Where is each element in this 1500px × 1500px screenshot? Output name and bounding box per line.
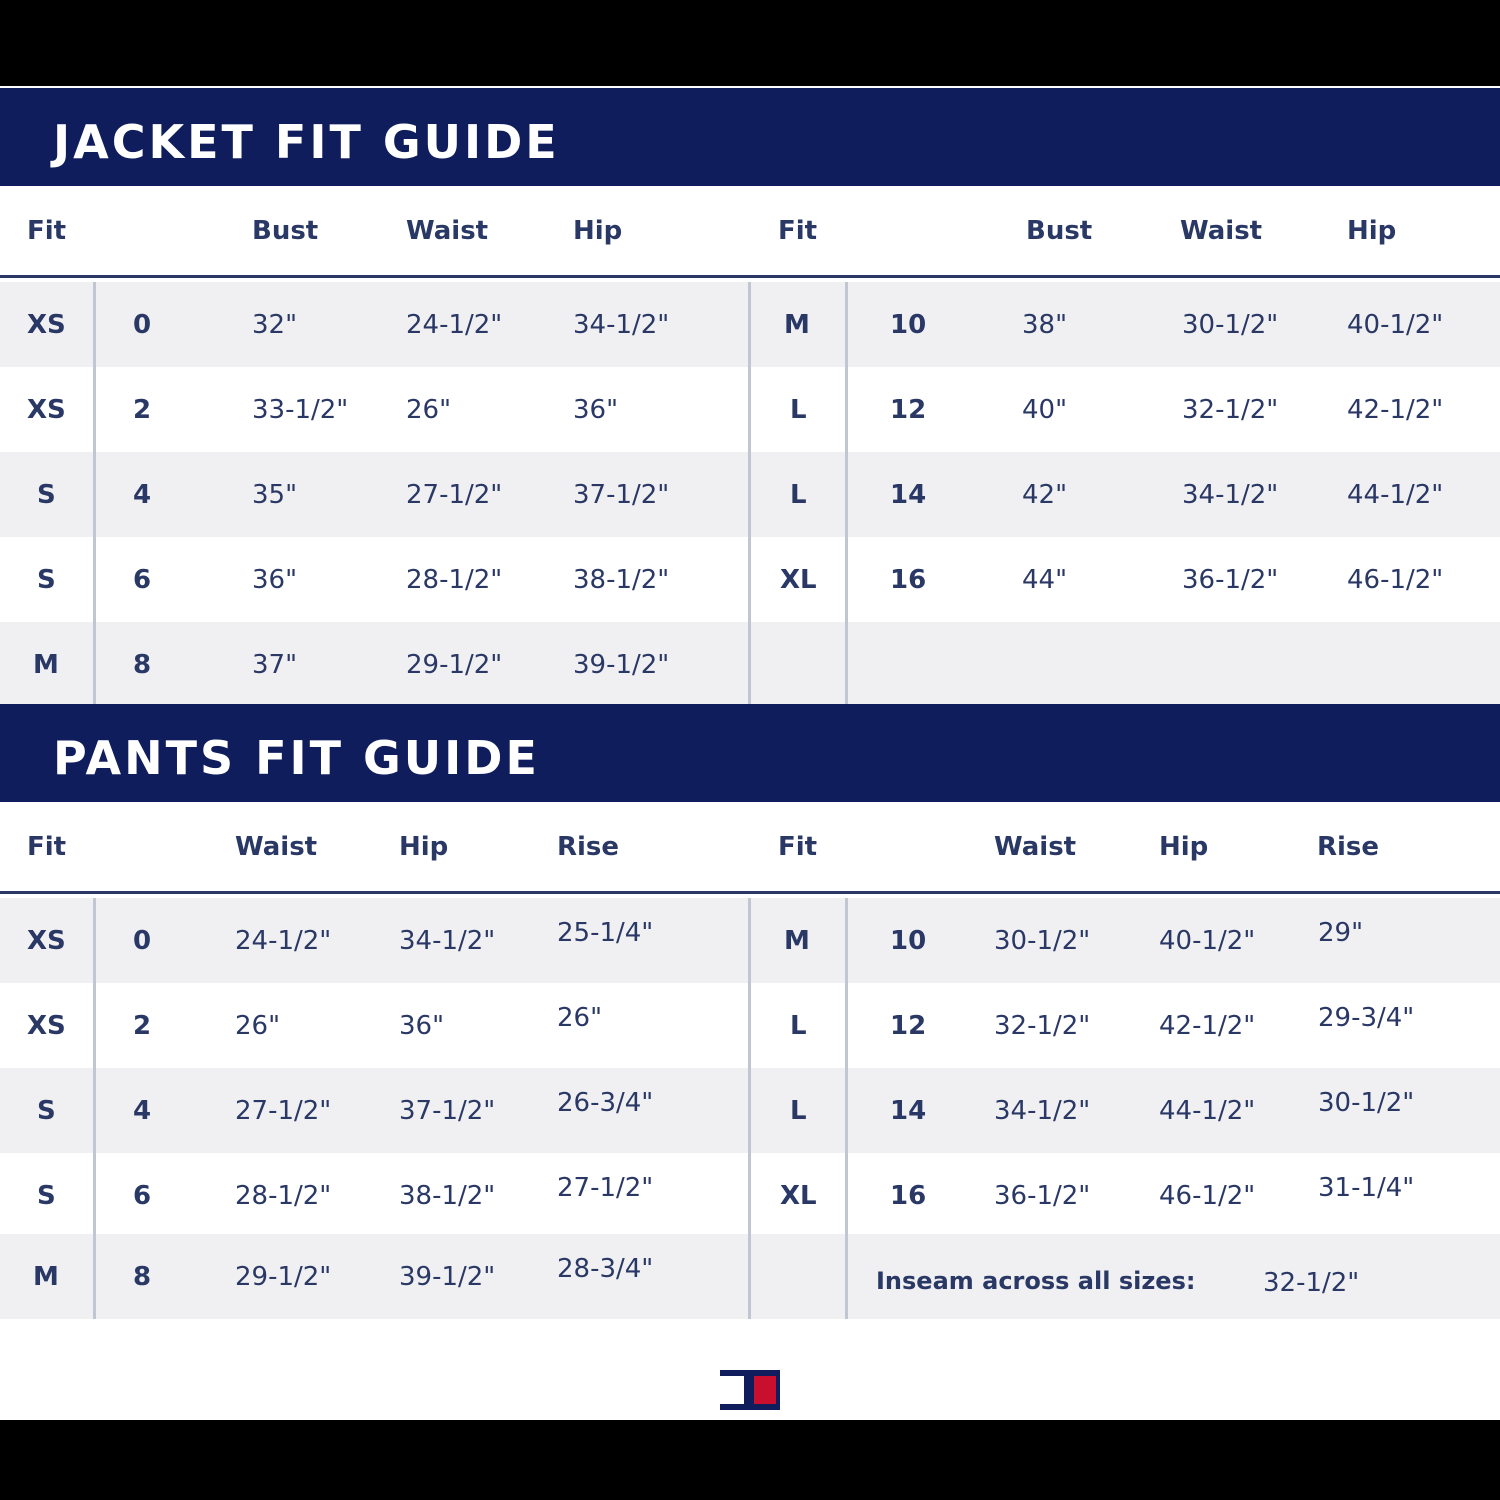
bust-cell: 44"	[1022, 565, 1068, 595]
waist-cell: 30-1/2"	[1182, 310, 1279, 340]
waist-cell: 36-1/2"	[994, 1181, 1091, 1211]
waist-cell: 34-1/2"	[994, 1096, 1091, 1126]
size-cell: 4	[133, 1096, 152, 1126]
bust-cell: 36"	[252, 565, 298, 595]
waist-cell: 27-1/2"	[235, 1096, 332, 1126]
jacket-header-row	[0, 186, 1500, 278]
hip-cell: 34-1/2"	[573, 310, 670, 340]
inseam-label: Inseam across all sizes:	[876, 1267, 1196, 1295]
jacket-header-hip-right: Hip	[1347, 216, 1397, 246]
size-cell: 0	[133, 926, 152, 956]
rise-cell: 29"	[1318, 918, 1364, 948]
waist-cell: 29-1/2"	[406, 650, 503, 680]
fit-cell: XS	[27, 310, 66, 340]
hip-cell: 39-1/2"	[399, 1262, 496, 1292]
hip-cell: 34-1/2"	[399, 926, 496, 956]
hip-cell: 40-1/2"	[1347, 310, 1444, 340]
column-divider	[748, 898, 751, 1319]
pants-header-fit-right: Fit	[778, 832, 818, 862]
column-divider	[845, 898, 848, 1319]
rise-cell: 31-1/4"	[1318, 1173, 1415, 1203]
rise-cell: 28-3/4"	[557, 1254, 654, 1284]
jacket-header-waist-left: Waist	[406, 216, 489, 246]
bust-cell: 33-1/2"	[252, 395, 349, 425]
pants-fit-guide-title: PANTS FIT GUIDE	[0, 704, 1500, 802]
hip-cell: 38-1/2"	[573, 565, 670, 595]
fit-cell: M	[33, 650, 59, 680]
hip-cell: 39-1/2"	[573, 650, 670, 680]
pants-header-hip-right: Hip	[1159, 832, 1209, 862]
size-cell: 6	[133, 1181, 152, 1211]
fit-cell: S	[37, 565, 56, 595]
fit-cell: XS	[27, 395, 66, 425]
jacket-header-bust-right: Bust	[1026, 216, 1093, 246]
pants-header-waist-left: Waist	[235, 832, 318, 862]
waist-cell: 27-1/2"	[406, 480, 503, 510]
bust-cell: 42"	[1022, 480, 1068, 510]
fit-guide-sheet	[0, 86, 1500, 1420]
column-divider	[93, 282, 96, 704]
jacket-header-fit-left: Fit	[27, 216, 67, 246]
fit-cell: M	[784, 926, 810, 956]
waist-cell: 24-1/2"	[235, 926, 332, 956]
size-cell: 8	[133, 650, 152, 680]
size-cell: 14	[890, 1096, 927, 1126]
rise-cell: 26"	[557, 1003, 603, 1033]
hip-cell: 42-1/2"	[1347, 395, 1444, 425]
rise-cell: 29-3/4"	[1318, 1003, 1415, 1033]
bust-cell: 40"	[1022, 395, 1068, 425]
size-cell: 0	[133, 310, 152, 340]
inseam-value: 32-1/2"	[1263, 1268, 1360, 1298]
fit-cell: L	[790, 395, 807, 425]
pants-header-rise-right: Rise	[1317, 832, 1380, 862]
fit-cell: M	[784, 310, 810, 340]
bust-cell: 37"	[252, 650, 298, 680]
column-divider	[748, 282, 751, 704]
fit-cell: M	[33, 1262, 59, 1292]
size-cell: 2	[133, 1011, 152, 1041]
fit-cell: XL	[780, 1181, 817, 1211]
pants-header-fit-left: Fit	[27, 832, 67, 862]
hip-cell: 46-1/2"	[1347, 565, 1444, 595]
fit-cell: S	[37, 1181, 56, 1211]
pants-header-row	[0, 802, 1500, 894]
fit-cell: XS	[27, 926, 66, 956]
hip-cell: 37-1/2"	[573, 480, 670, 510]
waist-cell: 28-1/2"	[235, 1181, 332, 1211]
column-divider	[93, 898, 96, 1319]
pants-header-hip-left: Hip	[399, 832, 449, 862]
rise-cell: 30-1/2"	[1318, 1088, 1415, 1118]
flag-logo-icon	[720, 1370, 780, 1410]
hip-cell: 36"	[399, 1011, 445, 1041]
hip-cell: 44-1/2"	[1159, 1096, 1256, 1126]
size-cell: 16	[890, 1181, 927, 1211]
waist-cell: 32-1/2"	[994, 1011, 1091, 1041]
hip-cell: 38-1/2"	[399, 1181, 496, 1211]
size-cell: 8	[133, 1262, 152, 1292]
fit-cell: S	[37, 480, 56, 510]
jacket-header-hip-left: Hip	[573, 216, 623, 246]
hip-cell: 46-1/2"	[1159, 1181, 1256, 1211]
waist-cell: 32-1/2"	[1182, 395, 1279, 425]
jacket-header-fit-right: Fit	[778, 216, 818, 246]
bust-cell: 32"	[252, 310, 298, 340]
size-cell: 12	[890, 395, 927, 425]
pants-header-waist-right: Waist	[994, 832, 1077, 862]
size-cell: 4	[133, 480, 152, 510]
waist-cell: 26"	[235, 1011, 281, 1041]
waist-cell: 28-1/2"	[406, 565, 503, 595]
rise-cell: 26-3/4"	[557, 1088, 654, 1118]
rise-cell: 25-1/4"	[557, 918, 654, 948]
bust-cell: 38"	[1022, 310, 1068, 340]
hip-cell: 37-1/2"	[399, 1096, 496, 1126]
size-cell: 16	[890, 565, 927, 595]
waist-cell: 29-1/2"	[235, 1262, 332, 1292]
hip-cell: 44-1/2"	[1347, 480, 1444, 510]
hip-cell: 40-1/2"	[1159, 926, 1256, 956]
waist-cell: 34-1/2"	[1182, 480, 1279, 510]
size-cell: 10	[890, 310, 927, 340]
waist-cell: 36-1/2"	[1182, 565, 1279, 595]
rise-cell: 27-1/2"	[557, 1173, 654, 1203]
fit-cell: L	[790, 1096, 807, 1126]
size-cell: 10	[890, 926, 927, 956]
fit-cell: S	[37, 1096, 56, 1126]
fit-cell: XS	[27, 1011, 66, 1041]
size-cell: 14	[890, 480, 927, 510]
hip-cell: 42-1/2"	[1159, 1011, 1256, 1041]
waist-cell: 30-1/2"	[994, 926, 1091, 956]
fit-cell: L	[790, 1011, 807, 1041]
jacket-header-bust-left: Bust	[252, 216, 319, 246]
waist-cell: 24-1/2"	[406, 310, 503, 340]
size-cell: 6	[133, 565, 152, 595]
size-cell: 12	[890, 1011, 927, 1041]
pants-header-rise-left: Rise	[557, 832, 620, 862]
hip-cell: 36"	[573, 395, 619, 425]
jacket-fit-guide-title: JACKET FIT GUIDE	[0, 88, 1500, 186]
jacket-header-waist-right: Waist	[1180, 216, 1263, 246]
fit-cell: L	[790, 480, 807, 510]
column-divider	[845, 282, 848, 704]
waist-cell: 26"	[406, 395, 452, 425]
fit-cell: XL	[780, 565, 817, 595]
size-cell: 2	[133, 395, 152, 425]
bust-cell: 35"	[252, 480, 298, 510]
